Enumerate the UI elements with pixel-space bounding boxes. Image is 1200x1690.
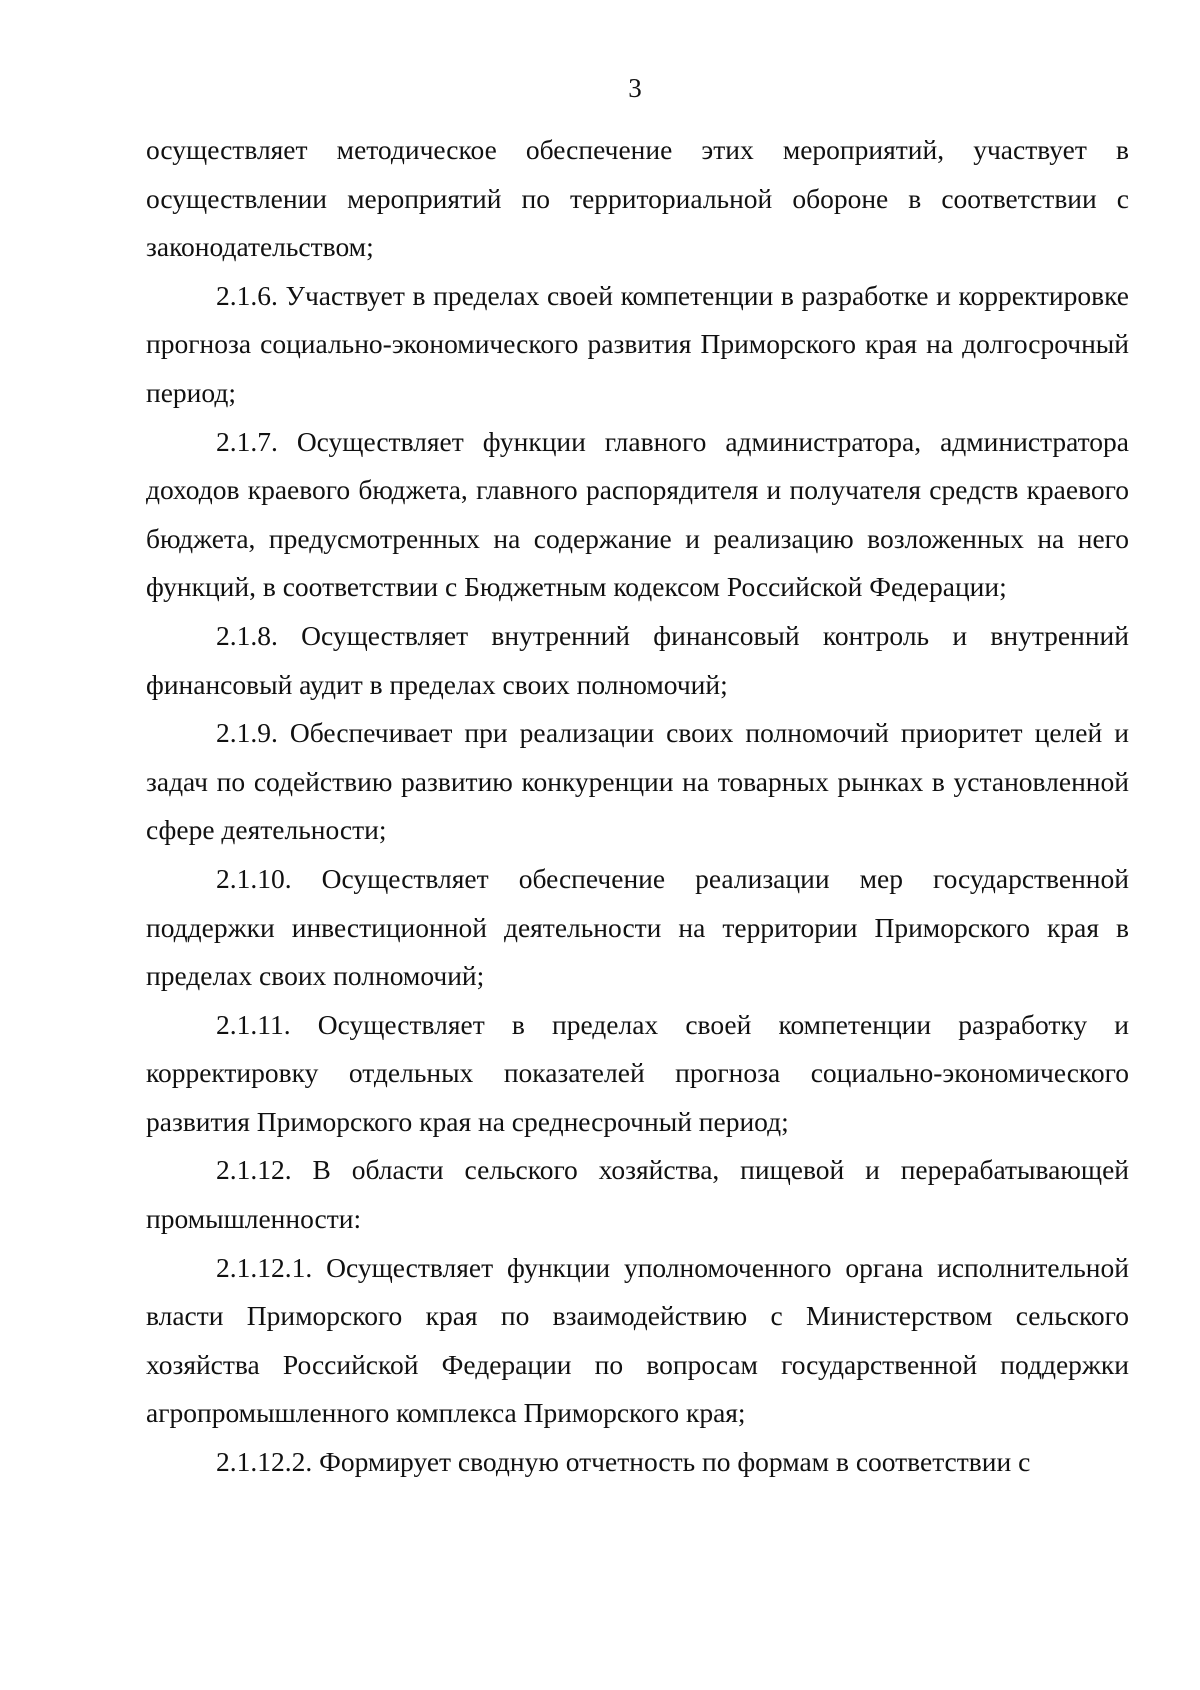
paragraph-2-1-6: 2.1.6. Участвует в пределах своей компетенции в разработке и корректировке прогноза социально-экономического развития Приморского края на долгосрочный период; — [146, 279, 1129, 408]
page-number: 3 — [628, 73, 642, 103]
paragraph-2-1-11: 2.1.11. Осуществляет в пределах своей компетенции разработку и корректировку отдельных показателей прогноза социально-экономического развития Приморского края на среднесрочный период; — [146, 1008, 1129, 1137]
paragraph-2-1-9: 2.1.9. Обеспечивает при реализации своих полномочий приоритет целей и задач по содействию развитию конкуренции на товарных рынках в установленной сфере деятельности; — [146, 717, 1129, 846]
paragraph-2-1-12-1: 2.1.12.1. Осуществляет функции уполномоченного органа исполнительной власти Приморского края по взаимодействию с Министерством сельского хозяйства Российской Федерации по вопросам государственной поддержки агропромышленного комплекса Приморского края; — [146, 1251, 1129, 1429]
paragraph-2-1-12-2: 2.1.12.2. Формирует сводную отчетность по формам в соответствии с — [216, 1446, 1031, 1478]
paragraph-2-1-12: 2.1.12. В области сельского хозяйства, пищевой и перерабатывающей промышленности: — [146, 1154, 1129, 1235]
paragraph-continuation: осуществляет методическое обеспечение этих мероприятий, участвует в осуществлении мероприятий по территориальной обороне в соответствии с законодательством; — [146, 134, 1129, 263]
paragraph-2-1-7: 2.1.7. Осуществляет функции главного администратора, администратора доходов краевого бюджета, главного распорядителя и получателя средств краевого бюджета, предусмотренных на содержание и реализацию возложенных на него функций, в соответствии с Бюджетным кодексом Российской Федерации; — [146, 425, 1129, 603]
document-body — [146, 126, 1129, 1487]
paragraph-2-1-10: 2.1.10. Осуществляет обеспечение реализации мер государственной поддержки инвестиционной деятельности на территории Приморского края в пределах своих полномочий; — [146, 862, 1129, 992]
paragraph-2-1-8: 2.1.8. Осуществляет внутренний финансовый контроль и внутренний финансовый аудит в пределах своих полномочий; — [146, 619, 1129, 700]
